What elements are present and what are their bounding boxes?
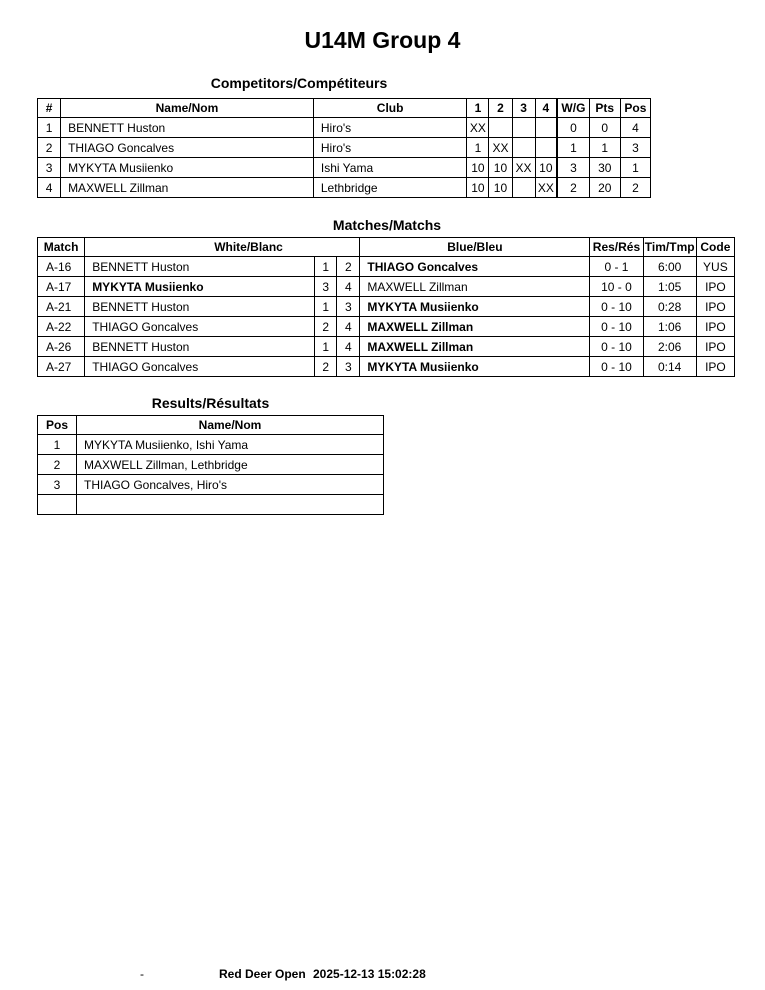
footer-dash: - — [140, 967, 144, 981]
cell-match-id: A-27 — [38, 357, 85, 377]
cell-score-4 — [535, 118, 557, 138]
result-row — [38, 475, 384, 495]
cell-points: 20 — [589, 178, 620, 198]
page-title: U14M Group 4 — [304, 27, 461, 53]
cell-white-name: BENNETT Huston — [85, 337, 315, 357]
competitors-header-row — [38, 99, 651, 118]
col-3: 3 — [512, 99, 535, 118]
cell-result-name: MYKYTA Musiienko, Ishi Yama — [77, 435, 384, 455]
col-white: White/Blanc — [85, 238, 360, 257]
col-time: Tim/Tmp — [643, 238, 696, 257]
cell-white-name: MYKYTA Musiienko — [85, 277, 315, 297]
cell-blue-name: MAXWELL Zillman — [360, 317, 590, 337]
match-row — [38, 317, 735, 337]
cell-code: IPO — [696, 357, 734, 377]
col-result: Res/Rés — [590, 238, 643, 257]
cell-position: 2 — [620, 178, 650, 198]
cell-blue-name: MYKYTA Musiienko — [360, 357, 590, 377]
cell-score-4: XX — [535, 178, 557, 198]
col-points: Pts — [589, 99, 620, 118]
cell-score-4: 10 — [535, 158, 557, 178]
col-wins: W/G — [557, 99, 589, 118]
cell-wins: 2 — [557, 178, 589, 198]
cell-match-id: A-26 — [38, 337, 85, 357]
competitors-table — [37, 98, 651, 198]
cell-blue-number: 3 — [337, 297, 360, 317]
cell-position: 4 — [620, 118, 650, 138]
cell-score-1: 1 — [467, 138, 489, 158]
col-1: 1 — [467, 99, 489, 118]
competitor-row — [38, 138, 651, 158]
cell-name: MYKYTA Musiienko — [61, 158, 314, 178]
cell-score-3 — [512, 118, 535, 138]
competitor-row — [38, 178, 651, 198]
cell-result: 0 - 1 — [590, 257, 643, 277]
competitor-row — [38, 158, 651, 178]
cell-score-1: 10 — [467, 158, 489, 178]
col-code: Code — [696, 238, 734, 257]
cell-result-pos — [38, 495, 77, 515]
cell-match-id: A-16 — [38, 257, 85, 277]
cell-match-id: A-21 — [38, 297, 85, 317]
cell-score-2: 10 — [489, 158, 512, 178]
cell-result: 0 - 10 — [590, 337, 643, 357]
cell-wins: 1 — [557, 138, 589, 158]
cell-number: 1 — [38, 118, 61, 138]
cell-blue-name: MAXWELL Zillman — [360, 337, 590, 357]
cell-time: 0:14 — [643, 357, 696, 377]
cell-position: 1 — [620, 158, 650, 178]
cell-result-pos: 1 — [38, 435, 77, 455]
cell-position: 3 — [620, 138, 650, 158]
col-match: Match — [38, 238, 85, 257]
cell-name: THIAGO Goncalves — [61, 138, 314, 158]
match-row — [38, 257, 735, 277]
cell-white-name: BENNETT Huston — [85, 257, 315, 277]
cell-code: IPO — [696, 297, 734, 317]
cell-wins: 3 — [557, 158, 589, 178]
cell-result: 10 - 0 — [590, 277, 643, 297]
col-name: Name/Nom — [61, 99, 314, 118]
cell-number: 4 — [38, 178, 61, 198]
cell-club: Ishi Yama — [313, 158, 467, 178]
cell-white-name: THIAGO Goncalves — [85, 317, 315, 337]
cell-name: BENNETT Huston — [61, 118, 314, 138]
result-row — [38, 495, 384, 515]
cell-white-number: 2 — [315, 357, 337, 377]
col-club: Club — [313, 99, 467, 118]
cell-result-pos: 3 — [38, 475, 77, 495]
results-header-row — [38, 416, 384, 435]
cell-code: IPO — [696, 337, 734, 357]
result-row — [38, 435, 384, 455]
col-pos: Pos — [38, 416, 77, 435]
cell-number: 2 — [38, 138, 61, 158]
cell-score-3 — [512, 178, 535, 198]
cell-blue-name: THIAGO Goncalves — [360, 257, 590, 277]
cell-points: 0 — [589, 118, 620, 138]
col-blue: Blue/Bleu — [360, 238, 590, 257]
results-table — [37, 415, 384, 515]
cell-number: 3 — [38, 158, 61, 178]
cell-score-1: 10 — [467, 178, 489, 198]
cell-time: 6:00 — [643, 257, 696, 277]
match-row — [38, 277, 735, 297]
cell-time: 2:06 — [643, 337, 696, 357]
cell-blue-name: MAXWELL Zillman — [360, 277, 590, 297]
col-position: Pos — [620, 99, 650, 118]
cell-points: 1 — [589, 138, 620, 158]
cell-white-name: BENNETT Huston — [85, 297, 315, 317]
cell-code: IPO — [696, 317, 734, 337]
col-result-name: Name/Nom — [77, 416, 384, 435]
cell-time: 1:05 — [643, 277, 696, 297]
competitors-heading: Competitors/Compétiteurs — [210, 75, 388, 91]
cell-code: YUS — [696, 257, 734, 277]
match-row — [38, 357, 735, 377]
cell-score-2: XX — [489, 138, 512, 158]
cell-white-number: 1 — [315, 297, 337, 317]
cell-blue-number: 3 — [337, 357, 360, 377]
cell-white-number: 1 — [315, 337, 337, 357]
match-row — [38, 337, 735, 357]
cell-name: MAXWELL Zillman — [61, 178, 314, 198]
competitor-row — [38, 118, 651, 138]
cell-blue-number: 2 — [337, 257, 360, 277]
cell-blue-number: 4 — [337, 337, 360, 357]
cell-result-pos: 2 — [38, 455, 77, 475]
col-number: # — [38, 99, 61, 118]
cell-score-2: 10 — [489, 178, 512, 198]
cell-club: Hiro's — [313, 118, 467, 138]
cell-result: 0 - 10 — [590, 317, 643, 337]
cell-white-number: 3 — [315, 277, 337, 297]
cell-result-name — [77, 495, 384, 515]
cell-club: Lethbridge — [313, 178, 467, 198]
cell-score-3: XX — [512, 158, 535, 178]
cell-white-number: 2 — [315, 317, 337, 337]
cell-white-name: THIAGO Goncalves — [85, 357, 315, 377]
col-2: 2 — [489, 99, 512, 118]
cell-code: IPO — [696, 277, 734, 297]
cell-score-1: XX — [467, 118, 489, 138]
cell-white-number: 1 — [315, 257, 337, 277]
cell-time: 0:28 — [643, 297, 696, 317]
cell-time: 1:06 — [643, 317, 696, 337]
cell-score-2 — [489, 118, 512, 138]
cell-match-id: A-17 — [38, 277, 85, 297]
cell-club: Hiro's — [313, 138, 467, 158]
cell-score-3 — [512, 138, 535, 158]
cell-wins: 0 — [557, 118, 589, 138]
match-row — [38, 297, 735, 317]
results-heading: Results/Résultats — [151, 395, 270, 411]
col-4: 4 — [535, 99, 557, 118]
cell-result-name: THIAGO Goncalves, Hiro's — [77, 475, 384, 495]
cell-result: 0 - 10 — [590, 357, 643, 377]
cell-match-id: A-22 — [38, 317, 85, 337]
cell-result: 0 - 10 — [590, 297, 643, 317]
cell-score-4 — [535, 138, 557, 158]
footer-event: Red Deer Open — [219, 967, 306, 981]
cell-blue-number: 4 — [337, 317, 360, 337]
footer-timestamp: 2025-12-13 15:02:28 — [313, 967, 426, 981]
result-row — [38, 455, 384, 475]
matches-table — [37, 237, 735, 377]
matches-header-row — [38, 238, 735, 257]
cell-points: 30 — [589, 158, 620, 178]
cell-blue-name: MYKYTA Musiienko — [360, 297, 590, 317]
matches-heading: Matches/Matchs — [332, 217, 442, 233]
cell-result-name: MAXWELL Zillman, Lethbridge — [77, 455, 384, 475]
cell-blue-number: 4 — [337, 277, 360, 297]
